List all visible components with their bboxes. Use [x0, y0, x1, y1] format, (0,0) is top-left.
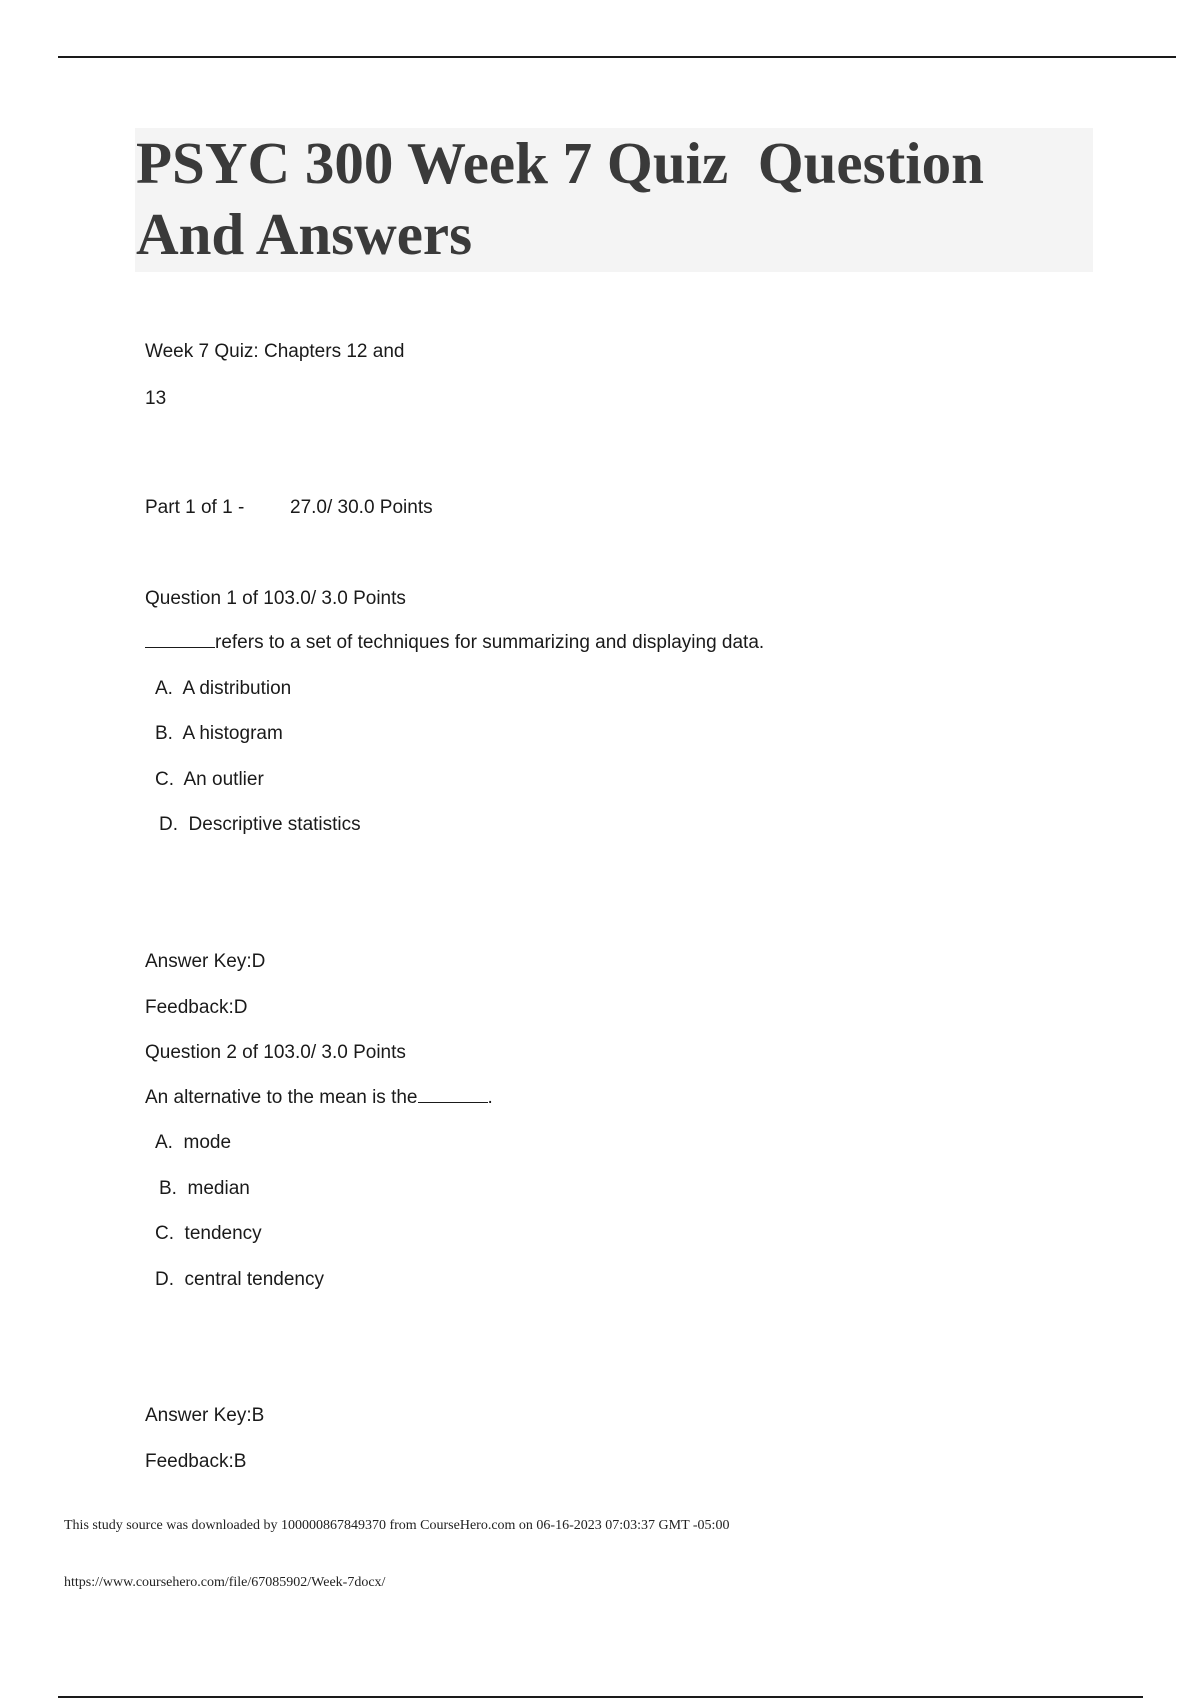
question-1-header: Question 1 of 103.0/ 3.0 Points [145, 588, 406, 609]
question-2-option-b: B. median [159, 1178, 250, 1199]
question-2-option-c: C. tendency [155, 1223, 262, 1244]
fill-in-blank [418, 1086, 488, 1103]
source-url[interactable]: https://www.coursehero.com/file/67085902/Week-7docx/ [64, 1575, 386, 1590]
question-2-header: Question 2 of 103.0/ 3.0 Points [145, 1042, 406, 1063]
source-footer: This study source was downloaded by 100000867849370 from CourseHero.com on 06-16-2023 07:03:37 GMT -05:00 [64, 1518, 730, 1533]
question-2-answer-key: Answer Key:B [145, 1405, 265, 1426]
bottom-rule [58, 1696, 1143, 1698]
fill-in-blank [145, 631, 215, 648]
question-1-prompt: refers to a set of techniques for summarizing and displaying data. [145, 631, 764, 655]
question-1-option-d: D. Descriptive statistics [159, 814, 361, 835]
question-2-feedback: Feedback:B [145, 1451, 247, 1472]
part-label: Part 1 of 1 - [145, 497, 245, 518]
question-2-prompt: An alternative to the mean is the . [145, 1087, 493, 1108]
document-title: PSYC 300 Week 7 Quiz Question And Answers [136, 130, 996, 267]
question-1-option-c: C. An outlier [155, 769, 264, 790]
question-1-option-a: A. A distribution [155, 678, 292, 699]
question-1-answer-key: Answer Key:D [145, 951, 266, 972]
question-2-option-d: D. central tendency [155, 1269, 324, 1290]
quiz-heading-line2: 13 [145, 388, 167, 409]
question-1-option-b: B. A histogram [155, 723, 283, 744]
top-rule [58, 56, 1176, 58]
question-2-option-a: A. mode [155, 1132, 232, 1153]
question-1-feedback: Feedback:D [145, 997, 248, 1018]
quiz-heading-line1: Week 7 Quiz: Chapters 12 and [145, 341, 405, 362]
part-points: 27.0/ 30.0 Points [290, 497, 433, 518]
